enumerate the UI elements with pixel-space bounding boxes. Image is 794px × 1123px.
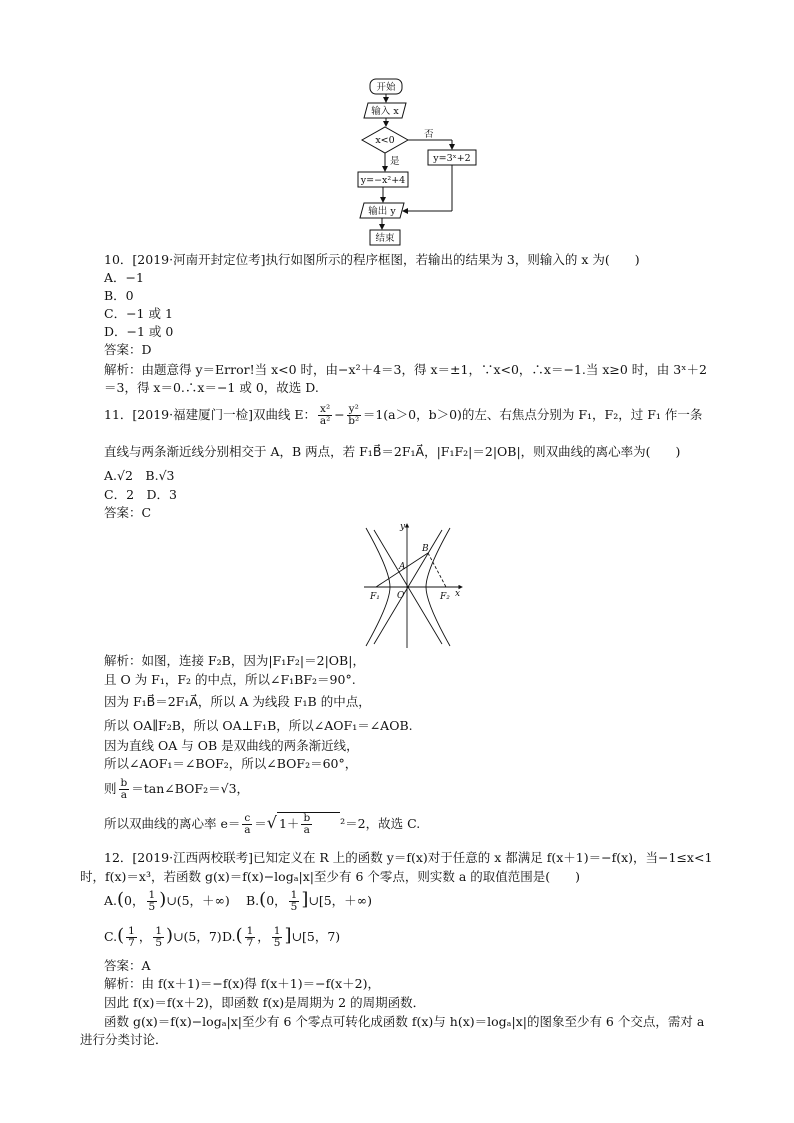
flow-yes-branch: y=−x²+4 bbox=[360, 175, 406, 186]
q11-analysis-line7: 则 $\frac{b}{a}$ ＝tan∠BOF₂＝√3， bbox=[104, 777, 250, 801]
q10-option-c: C．−1 或 1 bbox=[104, 306, 173, 321]
flow-start: 开始 bbox=[376, 82, 396, 93]
q12-answer: 答案：A bbox=[104, 958, 151, 973]
q10-stem: 10．[2019·河南开封定位考]执行如图所示的程序框图，若输出的结果为 3，则输入的 x 为( ) bbox=[104, 252, 640, 267]
flow-output: 输出 y bbox=[368, 206, 396, 217]
q11-stem-line2: 直线与两条渐近线分别相交于 A，B 两点，若 F₁B⃗＝2F₁A⃗，|F₁F₂|＝2|OB|，则双曲线的离心率为( ) bbox=[104, 444, 681, 459]
fig-point-o: O bbox=[397, 591, 405, 601]
q12-analysis-line3: 函数 g(x)＝f(x)−logₐ|x|至少有 6 个零点可转化成函数 f(x)与 h(x)＝logₐ|x|的图象至少有 6 个交点，需对 a bbox=[104, 1014, 705, 1029]
flow-no-branch: y=3ˣ+2 bbox=[433, 153, 471, 164]
q11-options-cd: C．2 D．3 bbox=[104, 487, 177, 502]
q12-option-b: B.(0， $\frac{1}{5}$ ]∪[5，＋∞) bbox=[246, 889, 372, 913]
fig-x-axis-label: x bbox=[455, 589, 461, 599]
q11-frac-x2a2: $\frac{\text{x²}}{\text{a²}}$ bbox=[319, 403, 331, 427]
q12-option-d: D.( $\frac{1}{7}$ ， $\frac{1}{5}$ ]∪[5，7) bbox=[222, 925, 341, 949]
fig-y-axis-label: y bbox=[400, 522, 406, 532]
fig-point-f1: F₁ bbox=[370, 592, 380, 602]
q12-stem-line1: 12．[2019·江西两校联考]已知定义在 R 上的函数 y＝f(x)对于任意的 x 都满足 f(x＋1)＝−f(x)，当−1≤x<1 bbox=[104, 850, 713, 865]
program-flowchart bbox=[350, 76, 480, 248]
q11-analysis-line6: 所以∠AOF₁＝∠BOF₂，所以∠BOF₂＝60°， bbox=[104, 756, 358, 771]
q10-option-d: D．−1 或 0 bbox=[104, 324, 174, 339]
q10-analysis-line2: ＝3，得 x＝0.∴x＝−1 或 0，故选 D. bbox=[104, 380, 319, 395]
q11-analysis-line5: 因为直线 OA 与 OB 是双曲线的两条渐近线， bbox=[104, 738, 359, 753]
q10-option-a: A．−1 bbox=[104, 270, 144, 285]
flow-condition: x<0 bbox=[375, 135, 395, 146]
q11-analysis-line2: 且 O 为 F₁，F₂ 的中点，所以∠F₁BF₂＝90°. bbox=[104, 672, 356, 687]
flow-input: 输入 x bbox=[371, 106, 399, 117]
q10-option-b: B．0 bbox=[104, 288, 134, 303]
flow-yes-label: 是 bbox=[390, 156, 400, 167]
hyperbola-figure bbox=[360, 520, 470, 652]
q11-analysis-line1: 解析：如图，连接 F₂B，因为|F₁F₂|＝2|OB|， bbox=[104, 653, 365, 668]
q12-analysis-line1: 解析：由 f(x＋1)＝−f(x)得 f(x＋1)＝−f(x＋2)， bbox=[104, 976, 380, 991]
q12-stem-line2: 时，f(x)＝x³，若函数 g(x)＝f(x)−logₐ|x|至少有 6 个零点，则实数 a 的取值范围是( ) bbox=[80, 869, 581, 884]
q11-analysis-eccentricity: 所以双曲线的离心率 e＝ $\frac{c}{a}$ ＝√ 1＋ $\frac{b}{a}$ ²＝2，故选 C. bbox=[104, 812, 421, 836]
q11-analysis-line3: 因为 F₁B⃗＝2F₁A⃗，所以 A 为线段 F₁B 的中点， bbox=[104, 694, 371, 709]
q12-analysis-line2: 因此 f(x)＝f(x＋2)，即函数 f(x)是周期为 2 的周期函数． bbox=[104, 995, 426, 1010]
fig-point-a: A bbox=[399, 562, 406, 572]
q10-answer: 答案：D bbox=[104, 342, 152, 357]
q11-analysis-line4: 所以 OA∥F₂B，所以 OA⊥F₁B，所以∠AOF₁＝∠AOB. bbox=[104, 718, 413, 733]
flow-no-label: 否 bbox=[424, 129, 434, 140]
q11-options-ab: A.√2 B.√3 bbox=[104, 468, 175, 483]
q11-answer: 答案：C bbox=[104, 505, 152, 520]
q12-option-a: A.(0， $\frac{1}{5}$ )∪(5，＋∞) bbox=[104, 889, 230, 913]
q12-analysis-line4: 进行分类讨论． bbox=[80, 1032, 168, 1047]
q10-analysis-line1: 解析：由题意得 y＝Error!当 x<0 时，由−x²＋4＝3，得 x＝±1，∵x<0，∴x＝−1.当 x≥0 时，由 3ˣ＋2 bbox=[104, 362, 707, 377]
fig-point-f2: F₂ bbox=[440, 592, 450, 602]
fig-point-b: B bbox=[422, 544, 429, 554]
flow-end: 结束 bbox=[375, 233, 395, 244]
q11-frac-y2b2: $\frac{\text{y²}}{\text{b²}}$ bbox=[348, 403, 360, 427]
q11-stem-line1: 11．[2019·福建厦门一检]双曲线 E： $\frac{\text{x²}}{\text{a²}}$ − $\frac{\text{y²}}{\text{b²}}$ ＝1(a＞0，b＞0)的左、右焦点分别为 F₁，F₂，过 F₁ 作一条 bbox=[104, 403, 703, 427]
q12-option-c: C.( $\frac{1}{7}$ ， $\frac{1}{5}$ )∪(5，7) bbox=[104, 925, 222, 949]
